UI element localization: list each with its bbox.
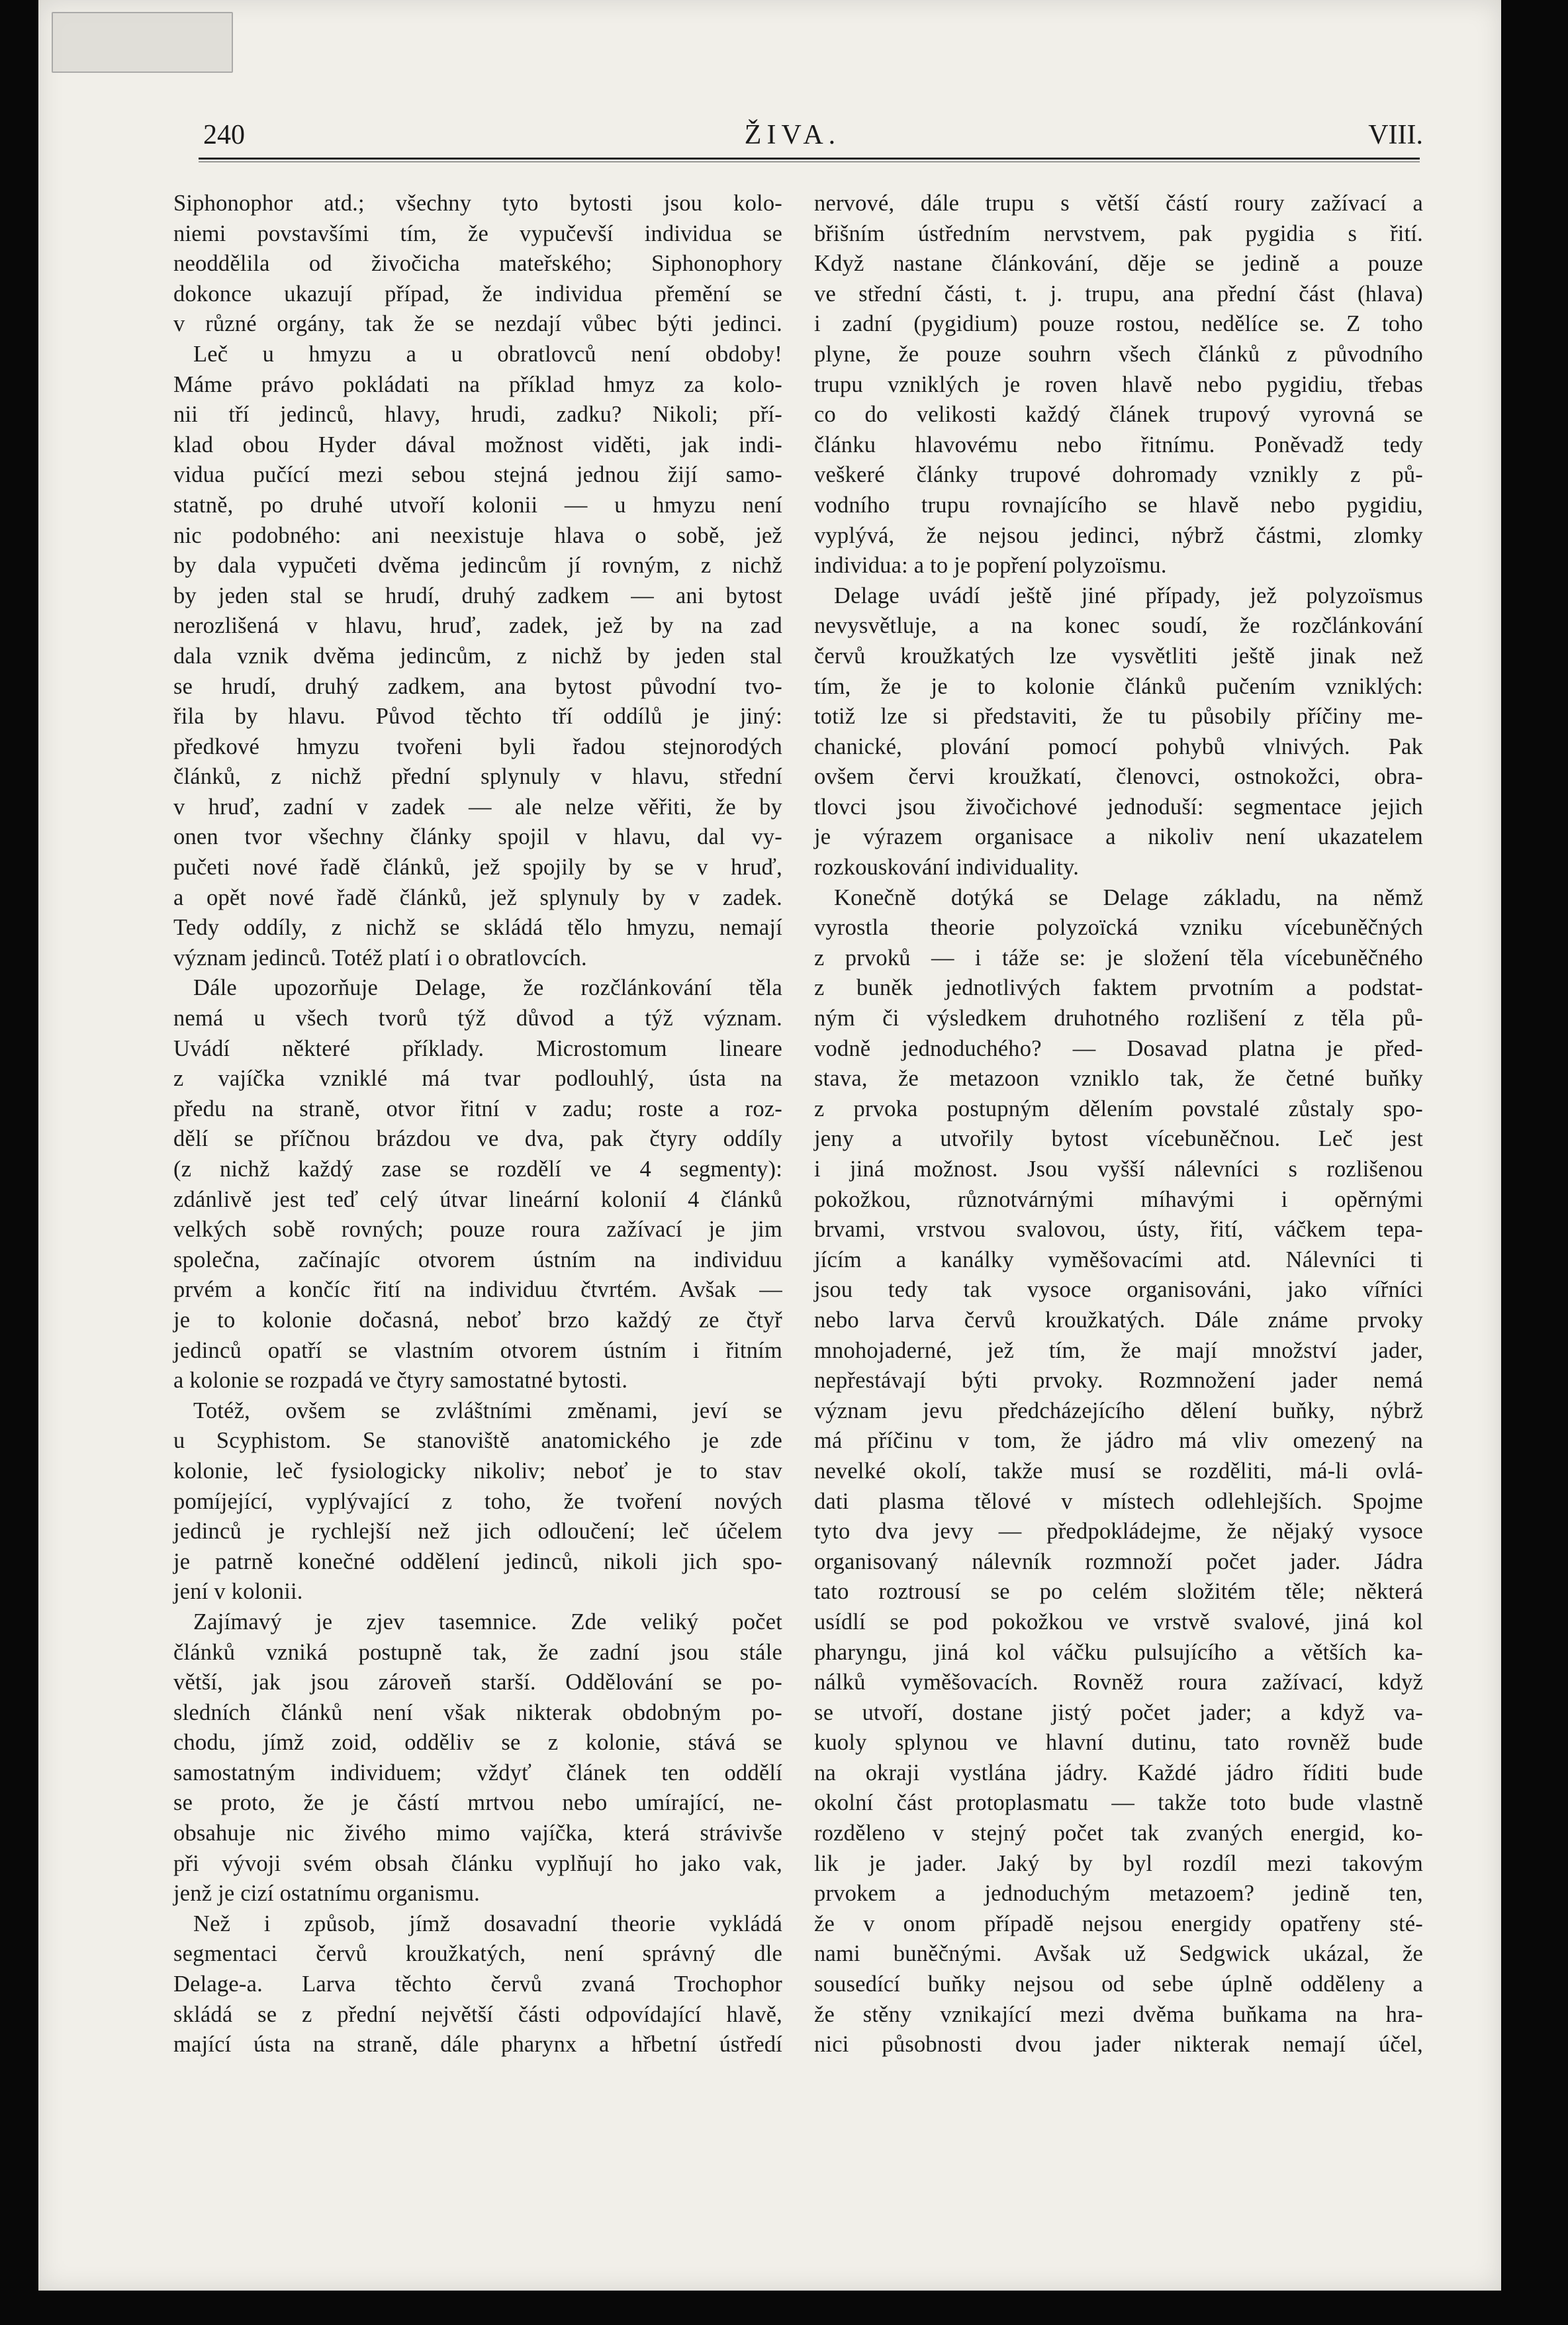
text-line: jeny a utvořily bytost vícebuněčnou. Leč jest — [814, 1126, 1423, 1152]
text-line: jedinců je rychlejší než jich odloučení; leč účelem — [173, 1519, 782, 1544]
text-line: samostatným individuem; vždyť článek ten oddělí — [173, 1760, 782, 1785]
text-line: segmentaci červů kroužkatých, není správný dle — [173, 1941, 782, 1967]
text-line: Konečně dotýká se Delage základu, na němž — [834, 884, 1423, 910]
text-line: řila by hlavu. Původ těchto tří oddílů je jiný: — [173, 704, 782, 730]
text-line: předkové hmyzu tvořeni byli řadou stejnorodých — [173, 734, 782, 759]
text-line: individua: a to je popření polyzoïsmu. — [814, 553, 1167, 579]
text-line: význam jedinců. Totéž platí i o obratlovcích. — [173, 945, 587, 971]
text-line: je to kolonie dočasná, neboť brzo každý ze čtyř — [173, 1307, 782, 1333]
text-line: lik je jader. Jaký by byl rozdíl mezi takovým — [814, 1850, 1423, 1876]
text-line: nami buněčnými. Avšak už Sedgwick ukázal, že — [814, 1941, 1423, 1967]
text-line: vyplývá, že nejsou jedinci, nýbrž částmi, zlomky — [814, 522, 1423, 548]
text-line: dala vznik dvěma jedincům, z nichž by jeden stal — [173, 643, 782, 669]
text-line: a opět nové řadě článků, jež splynuly by v zadek. — [173, 884, 782, 910]
text-line: jení v kolonii. — [173, 1579, 303, 1605]
text-line: nevysvětluje, a na konec soudí, že rozčlánkování — [814, 613, 1423, 639]
text-line: chodu, jímž zoid, odděliv se z kolonie, stává se — [173, 1730, 782, 1756]
text-line: trupu vzniklých je roven hlavě nebo pygidiu, třebas — [814, 371, 1423, 397]
text-line: rozděleno v stejný počet tak zvaných energid, ko- — [814, 1821, 1423, 1846]
text-line: klad obou Hyder dával možnost viděti, jak indi- — [173, 432, 782, 457]
text-line: článku hlavovému nebo řitnímu. Poněvadž tedy — [814, 432, 1423, 457]
text-line: je patrně konečné oddělení jedinců, nikoli jich spo- — [173, 1548, 782, 1574]
text-line: sousedící buňky nejsou od sebe úplně odděleny a — [814, 1971, 1423, 1997]
text-line: Delage uvádí ještě jiné případy, jež polyzoïsmus — [834, 583, 1423, 608]
text-line: jenž je cizí ostatnímu organismu. — [173, 1881, 480, 1907]
text-line: nervové, dále trupu s větší částí roury zažívací a — [814, 191, 1423, 216]
journal-title: ŽIVA. — [744, 120, 841, 150]
text-line: tato roztrousí se po celém složitém těle; některá — [814, 1579, 1423, 1605]
text-line: vyrostla theorie polyzoïcká vzniku vícebuněčných — [814, 915, 1423, 941]
text-line: ve střední části, t. j. trupu, ana přední část (hlava) — [814, 281, 1423, 307]
text-line: by dala vypučeti dvěma jedincům jí rovným, z nichž — [173, 553, 782, 579]
text-line: by jeden stal se hrudí, druhý zadkem — ani bytost — [173, 583, 782, 608]
text-line: při vývoji svém obsah článku vyplňují ho jako vak, — [173, 1850, 782, 1876]
text-line: totiž lze si představiti, že tu působily příčiny me- — [814, 704, 1423, 730]
text-line: ným či výsledkem druhotného rozlišení z těla pů- — [814, 1006, 1423, 1031]
text-line: Uvádí některé příklady. Microstomum lineare — [173, 1035, 782, 1061]
text-line: předu na straně, otvor řitní v zadu; roste a roz- — [173, 1096, 782, 1121]
text-line: skládá se z přední největší části odpovídající hlavě, — [173, 2001, 782, 2027]
text-line: vodního trupu rovnajícího se hlavě nebo pygidiu, — [814, 492, 1423, 518]
text-line: Delage-a. Larva těchto červů zvaná Trochophor — [173, 1971, 782, 1997]
text-line: nálků vyměšovacích. Rovněž roura zažívací, když — [814, 1670, 1423, 1695]
text-line: chanické, plování pomocí pohybů vlnivých. Pak — [814, 734, 1423, 759]
text-line: dělí se příčnou brázdou ve dva, pak čtyry oddíly — [173, 1126, 782, 1152]
text-column-left — [173, 189, 782, 2060]
text-line: co do velikosti každý článek trupový vyrovná se — [814, 402, 1423, 428]
text-line: brvami, vrstvou svalovou, ústy, řití, váčkem tepa- — [814, 1217, 1423, 1243]
text-line: (z nichž každý zase se rozdělí ve 4 segmenty): — [173, 1157, 782, 1182]
text-line: z prvoků — i táže se: je složení těla vícebuněčného — [814, 945, 1423, 971]
text-line: pučeti nové řadě článků, jež spojily by se v hruď, — [173, 855, 782, 880]
text-line: nebo larva červů kroužkatých. Dále známe prvoky — [814, 1307, 1423, 1333]
text-line: prvém a končíc řití na individuu čtvrtém. Avšak — — [173, 1277, 782, 1303]
text-line: článků, z nichž přední splynuly v hlavu, střední — [173, 764, 782, 790]
text-line: statně, po druhé utvoří kolonii — u hmyzu není — [173, 492, 782, 518]
text-line: se proto, že je částí mrtvou nebo umírající, ne- — [173, 1790, 782, 1816]
text-line: zdánlivě jest teď celý útvar lineární kolonií 4 článků — [173, 1186, 782, 1212]
text-line: a kolonie se rozpadá ve čtyry samostatné bytosti. — [173, 1368, 628, 1394]
text-line: jsou tedy tak vysoce organisováni, jako vířníci — [814, 1277, 1423, 1303]
text-line: kuoly splynou ve hlavní dutinu, tato rovněž bude — [814, 1730, 1423, 1756]
text-line: červů kroužkatých lze vysvětliti ještě jinak než — [814, 643, 1423, 669]
header-rule — [199, 158, 1420, 160]
text-line: nemá u všech tvorů týž důvod a týž význam. — [173, 1006, 782, 1031]
text-line: Tedy oddíly, z nichž se skládá tělo hmyzu, nemají — [173, 915, 782, 941]
text-line: tím, že je to kolonie článků pučením vzniklých: — [814, 673, 1423, 699]
text-line: pomíjející, vyplývající z toho, že tvoření nových — [173, 1488, 782, 1514]
text-line: Leč u hmyzu a u obratlovců není obdoby! — [193, 341, 782, 367]
text-line: Máme právo pokládati na příklad hmyz za kolo- — [173, 371, 782, 397]
text-line: nii tří jedinců, hlavy, hrudi, zadku? Nikoli; pří- — [173, 402, 782, 428]
text-line: z buněk jednotlivých faktem prvotním a podstat- — [814, 975, 1423, 1001]
text-line: mající ústa na straně, dále pharynx a hřbetní ústředí — [173, 2032, 782, 2058]
text-line: nevelké okolí, takže musí se rozděliti, má-li ovlá- — [814, 1458, 1423, 1484]
text-line: dati plasma tělové v místech odlehlejších. Spojme — [814, 1488, 1423, 1514]
text-line: se utvoří, dostane jistý počet jader; a když va- — [814, 1699, 1423, 1725]
text-line: vidua pučící mezi sebou stejná jednou žijí samo- — [173, 462, 782, 488]
text-line: tyto dva jevy — předpokládejme, že nějaký vysoce — [814, 1519, 1423, 1544]
text-line: Než i způsob, jímž dosavadní theorie vykládá — [193, 1911, 782, 1936]
text-line: kolonie, leč fysiologicky nikoliv; neboť je to stav — [173, 1458, 782, 1484]
text-line: plyne, že pouze souhrn všech článků z původního — [814, 341, 1423, 367]
text-line: pharyngu, jiná kol váčku pulsujícího a větších ka- — [814, 1639, 1423, 1665]
text-line: okolní část protoplasmatu — takže toto bude vlastně — [814, 1790, 1423, 1816]
text-line: jícím a kanálky vyměšovacími atd. Nálevníci ti — [814, 1247, 1423, 1272]
text-line: Dále upozorňuje Delage, že rozčlánkování těla — [193, 975, 782, 1001]
text-line: z vajíčka vzniklé má tvar podlouhlý, ústa na — [173, 1066, 782, 1092]
text-line: je výrazem organisace a nikoliv není ukazatelem — [814, 824, 1423, 850]
text-line: organisovaný nálevník rozmnoží počet jader. Jádra — [814, 1548, 1423, 1574]
text-line: usídlí se pod pokožkou ve vrstvě svalové, jiná kol — [814, 1609, 1423, 1635]
volume-number: VIII. — [1368, 120, 1423, 150]
text-line: stava, že metazoon vzniklo tak, že četné buňky — [814, 1066, 1423, 1092]
text-line: že v onom případě nejsou energidy opatřeny sté- — [814, 1911, 1423, 1936]
text-line: se hrudí, druhý zadkem, ana bytost původní tvo- — [173, 673, 782, 699]
text-line: ovšem červi kroužkatí, členovci, ostnokožci, obra- — [814, 764, 1423, 790]
page-number: 240 — [203, 120, 245, 150]
text-line: že stěny vznikající mezi dvěma buňkama na hra- — [814, 2001, 1423, 2027]
text-line: Siphonophor atd.; všechny tyto bytosti jsou kolo- — [173, 191, 782, 216]
text-line: jedinců opatří se vlastním otvorem ústním i řitním — [173, 1337, 782, 1363]
text-line: Když nastane článkování, děje se jedině a pouze — [814, 251, 1423, 277]
page-header — [162, 114, 1423, 154]
text-line: nic podobného: ani neexistuje hlava o sobě, jež — [173, 522, 782, 548]
library-stamp — [52, 12, 233, 73]
text-line: vodně jednoduchého? — Dosavad platna je před- — [814, 1035, 1423, 1061]
text-line: u Scyphistom. Se stanoviště anatomického je zde — [173, 1428, 782, 1454]
text-line: veškeré články trupové dohromady vznikly z pů- — [814, 462, 1423, 488]
text-line: dokonce ukazují případ, že individua přemění se — [173, 281, 782, 307]
text-line: velkých sobě rovných; pouze roura zažívací je jim — [173, 1217, 782, 1243]
text-line: nepřestávají býti prvoky. Rozmnožení jader nemá — [814, 1368, 1423, 1394]
text-line: z prvoka postupným dělením povstalé zůstaly spo- — [814, 1096, 1423, 1121]
text-line: Totéž, ovšem se zvláštními změnami, jeví se — [193, 1398, 782, 1423]
text-line: neoddělila od živočicha mateřského; Siphonophory — [173, 251, 782, 277]
text-line: tlovci jsou živočichové jednoduší: segmentace jejich — [814, 794, 1423, 820]
text-line: obsahuje nic živého mimo vajíčka, která strávivše — [173, 1821, 782, 1846]
text-line: onen tvor všechny články spojil v hlavu, dal vy- — [173, 824, 782, 850]
text-line: niemi povstavšími tím, že vypučevší individua se — [173, 220, 782, 246]
text-line: i zadní (pygidium) pouze rostou, nedělíce se. Z toho — [814, 311, 1423, 337]
text-line: v různé orgány, tak že se nezdají vůbec býti jedinci. — [173, 311, 782, 337]
text-line: Zajímavý je zjev tasemnice. Zde veliký počet — [193, 1609, 782, 1635]
text-line: větší, jak jsou zároveň starší. Oddělování se po- — [173, 1670, 782, 1695]
text-line: na okraji vystlána jádry. Každé jádro říditi bude — [814, 1760, 1423, 1785]
text-column-right — [814, 189, 1423, 2060]
text-line: i jiná možnost. Jsou vyšší nálevníci s rozlišenou — [814, 1157, 1423, 1182]
text-line: má příčinu v tom, že jádro má vliv omezený na — [814, 1428, 1423, 1454]
text-line: význam jevu předcházejícího dělení buňky, nýbrž — [814, 1398, 1423, 1423]
text-line: článků vzniká postupně tak, že zadní jsou stále — [173, 1639, 782, 1665]
text-line: nici působnosti dvou jader nikterak nemají účel, — [814, 2032, 1423, 2058]
text-line: rozkouskování individuality. — [814, 855, 1080, 880]
text-line: nerozlišená v hlavu, hruď, zadek, jež by na zad — [173, 613, 782, 639]
text-line: mnohojaderné, jež tím, že mají množství jader, — [814, 1337, 1423, 1363]
text-line: sledních článků není však nikterak obdobným po- — [173, 1699, 782, 1725]
text-line: břišním ústředním nervstvem, pak pygidia s řití. — [814, 220, 1423, 246]
text-line: prvokem a jednoduchým metazoem? jedině ten, — [814, 1881, 1423, 1907]
text-line: pokožkou, různotvárnými míhavými i opěrnými — [814, 1186, 1423, 1212]
text-line: společna, začínajíc otvorem ústním na individuu — [173, 1247, 782, 1272]
text-line: v hruď, zadní v zadek — ale nelze věřiti, že by — [173, 794, 782, 820]
